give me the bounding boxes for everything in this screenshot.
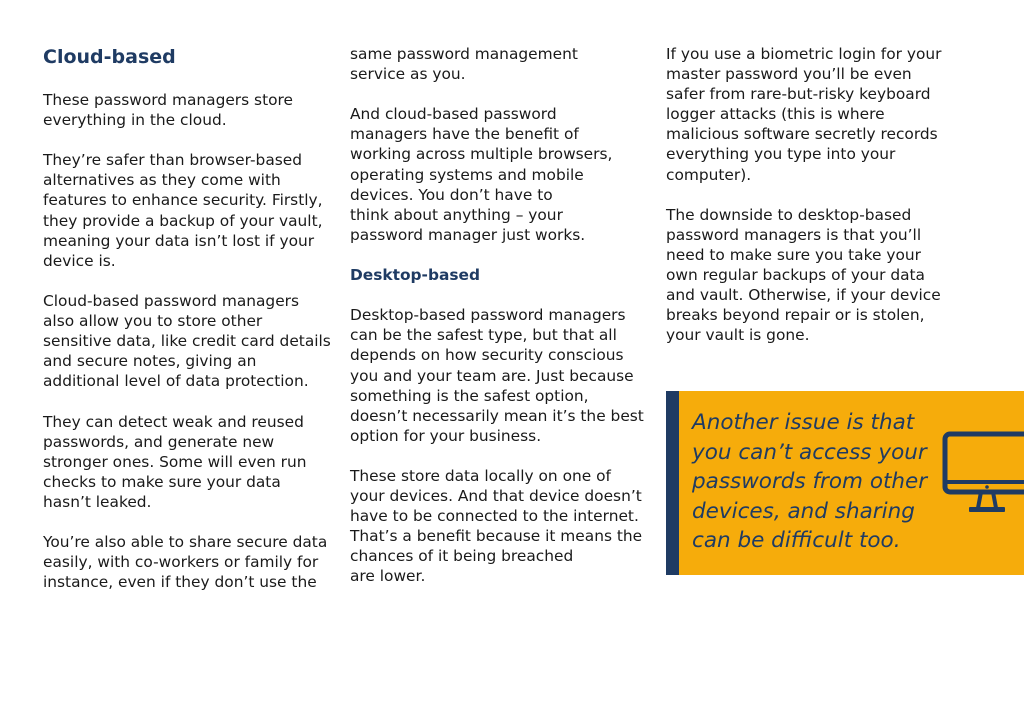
monitor-icon <box>942 430 1024 520</box>
middle-column <box>350 44 652 607</box>
body-paragraph: If you use a biometric login for your master password you’ll be even safer from rare-but-risky keyboard logger attacks (this is where malicious software secretly records everything you type into your computer). <box>666 45 942 184</box>
body-paragraph: And cloud-based password managers have the benefit of working across multiple browsers, operating systems and mobile devices. You don’t have to think about anything – your password manager just works. <box>350 105 613 244</box>
body-paragraph: Cloud-based password managers also allow you to store other sensitive data, like credit card details and secure notes, giving an additional level of data protection. <box>43 291 331 391</box>
callout-box <box>666 391 1024 575</box>
cloud-based-heading: Cloud-based <box>43 46 176 68</box>
right-column <box>666 44 966 366</box>
body-paragraph: They can detect weak and reused passwords, and generate new stronger ones. Some will even run checks to make sure your data hasn’t leaked. <box>43 412 307 511</box>
body-paragraph: These password managers store everything in the cloud. <box>43 91 293 130</box>
body-paragraph: You’re also able to share secure data easily, with co-workers or family for instance, even if they don’t use the <box>43 533 328 592</box>
callout-quote: Another issue is that you can’t access your passwords from other devices, and sharing can be difficult too. <box>692 410 928 554</box>
body-paragraph: same password management service as you. <box>350 45 578 84</box>
desktop-based-heading: Desktop-based <box>350 266 480 285</box>
left-column <box>43 44 343 612</box>
body-paragraph: Desktop-based password managers can be the safest type, but that all depends on how security conscious you and your team are. Just because something is the safest option, doesn’t necessarily mean it’s the best option for your business. <box>350 306 644 445</box>
body-paragraph: The downside to desktop-based password managers is that you’ll need to make sure you take your own regular backups of your data and vault. Otherwise, if your device breaks beyond repair or is stolen, your vault is gone. <box>666 205 941 345</box>
body-paragraph: These store data locally on one of your devices. And that device doesn’t have to be connected to the internet. That’s a benefit because it means the chances of it being breached are lower. <box>350 466 643 586</box>
callout-accent-bar <box>666 391 679 575</box>
body-paragraph: They’re safer than browser-based alternatives as they come with features to enhance security. Firstly, they provide a backup of your vault, meaning your data isn’t lost if your device is. <box>43 151 323 270</box>
